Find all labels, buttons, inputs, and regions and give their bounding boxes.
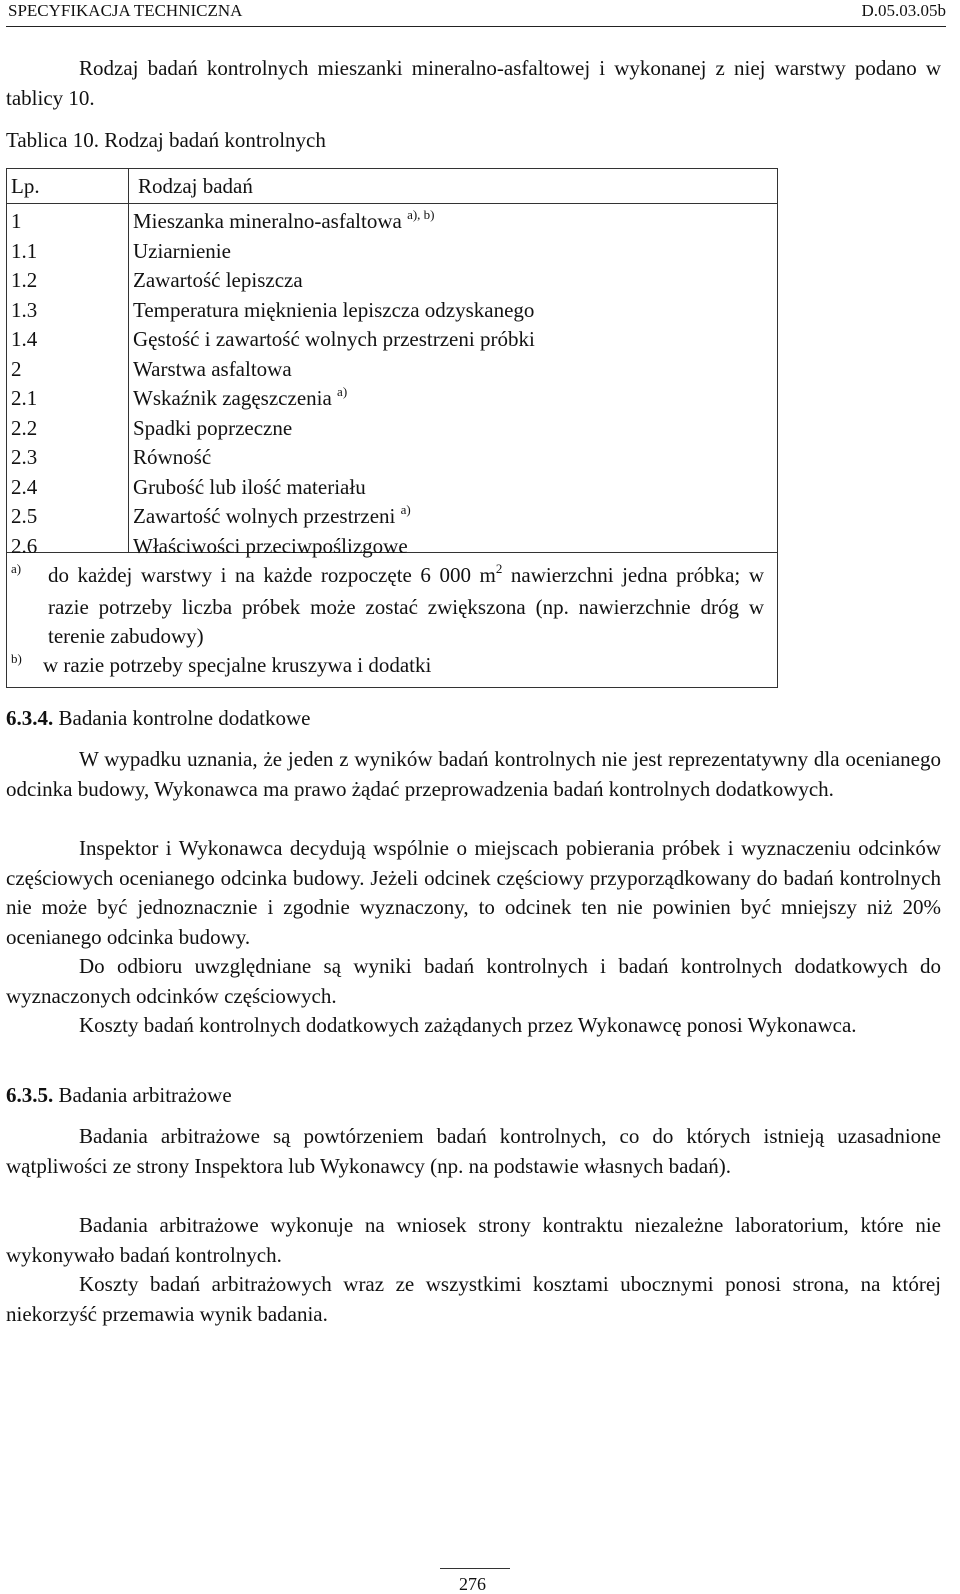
section-number: 6.3.5. bbox=[6, 1083, 54, 1107]
row-test-name: Mieszanka mineralno-asfaltowa $^{a), b)}$ bbox=[133, 207, 435, 233]
paragraph: Koszty badań kontrolnych dodatkowych zażądanych przez Wykonawcę ponosi Wykonawca. bbox=[79, 1013, 857, 1037]
row-test-name: Zawartość wolnych przestrzeni $^{a)}$ bbox=[133, 502, 411, 528]
row-number: 1.1 bbox=[11, 238, 38, 263]
row-number: 2.4 bbox=[11, 474, 38, 499]
row-number: 2.3 bbox=[11, 445, 38, 469]
row-number: 1.4 bbox=[11, 327, 38, 351]
column-header-test-type: Rodzaj badań bbox=[138, 174, 253, 198]
intro-paragraph: Rodzaj badań kontrolnych mieszanki mineralno-asfaltowej i wykonanej z niej warstwy podano w tablicy 10. bbox=[6, 56, 941, 110]
footnote-ref: a) bbox=[400, 502, 411, 517]
table-row bbox=[7, 237, 777, 267]
table-header-row bbox=[7, 172, 777, 202]
paragraph: Do odbioru uwzględniane są wyniki badań kontrolnych i badań kontrolnych dodatkowych do wyznaczonych odcinków częściowych. bbox=[6, 954, 941, 1008]
column-header-lp: Lp. bbox=[11, 174, 40, 198]
table-row bbox=[7, 414, 777, 444]
paragraph: W wypadku uznania, że jeden z wyników badań kontrolnych nie jest reprezentatywny dla ocenianego odcinka budowy, Wykonawca ma prawo żądać przeprowadzenia badań kontrolnych dodatkowych. bbox=[6, 747, 941, 801]
control-tests-table: Lp. Rodzaj badań 1 Mieszanka mineralno-asfaltowa $^{a), b)}$ 1.1 Uziarnienie 1.2 Zawartość lepiszcza 1.3 Temperatura mięknienia lepiszcza odzyskanego 1.4 Gęstość i zawartość wolnych przestrzeni próbki 2 Warstwa asfaltowa 2.1 Wskaźnik zagęszczenia $^{a)}$ 2.2 Spadki poprzeczne 2.3 Równość 2.4 Grubość lub ilość materiału 2.5 Zawartość wolnych przestrzeni $^{a)}$ 2.6 Właściwości przeciwpoślizgowe a) do każdej warstwy i na każde rozpoczęte 6 000 $m^2$ nawierzchni jedna próbka; w razie potrzeby liczba próbek może zostać zwiększona (np. nawierzchnie dróg w terenie zabudowy) b) w razie potrzeby specjalne kruszywa i dodatki bbox=[6, 168, 778, 688]
page-number: 276 bbox=[459, 1574, 486, 1594]
unit-exponent: 2 bbox=[495, 561, 503, 576]
section-number: 6.3.4. bbox=[6, 706, 54, 730]
paragraph: Inspektor i Wykonawca decydują wspólnie o miejscach pobierania próbek i wyznaczeniu odcinków częściowych ocenianego odcinka budowy. Jeżeli odcinek częściowy przyporządkowany do badań kontrolnych nie może być jednoznacznie i zgodnie wyznaczony, to odcinek ten nie powinien być mniejszy niż 20% ocenianego odcinka budowy. bbox=[6, 836, 941, 949]
header-title: SPECYFIKACJA TECHNICZNA bbox=[8, 1, 243, 20]
footnote-ref: a), b) bbox=[407, 207, 435, 222]
row-number: 2.5 bbox=[11, 504, 38, 528]
row-test-name: Równość bbox=[133, 445, 212, 469]
page-number-rule bbox=[440, 1568, 510, 1569]
row-test-name: Temperatura mięknienia lepiszcza odzyskanego bbox=[133, 297, 535, 322]
row-test-name: Warstwa asfaltowa bbox=[133, 356, 292, 381]
row-test-name: Spadki poprzeczne bbox=[133, 415, 293, 440]
footnote-ref: a) bbox=[337, 384, 348, 399]
section-heading-6-3-4 bbox=[6, 704, 310, 733]
row-number: 1 bbox=[11, 209, 22, 233]
table-row bbox=[7, 502, 777, 532]
section-heading-6-3-5 bbox=[6, 1081, 232, 1110]
paragraph: Badania arbitrażowe wykonuje na wniosek strony kontraktu niezależne laboratorium, które nie wykonywało badań kontrolnych. bbox=[6, 1213, 941, 1267]
row-test-name: Grubość lub ilość materiału bbox=[133, 474, 366, 499]
table-caption: Tablica 10. Rodzaj badań kontrolnych bbox=[6, 128, 326, 152]
row-number: 2.1 bbox=[11, 386, 38, 410]
table-row bbox=[7, 443, 777, 473]
paragraph: Koszty badań arbitrażowych wraz ze wszystkimi kosztami ubocznymi ponosi strona, na której niekorzyść przemawia wynik badania. bbox=[6, 1272, 941, 1326]
row-test-name: Uziarnienie bbox=[133, 238, 231, 263]
footnote-b-text: w razie potrzeby specjalne kruszywa i dodatki bbox=[43, 653, 432, 677]
table-row bbox=[7, 207, 777, 237]
table-row bbox=[7, 384, 777, 414]
table-row bbox=[7, 355, 777, 385]
row-test-name: Zawartość lepiszcza bbox=[133, 268, 303, 292]
row-number: 2 bbox=[11, 356, 22, 381]
table-row bbox=[7, 532, 777, 562]
table-header-divider bbox=[7, 203, 777, 204]
table-row bbox=[7, 266, 777, 296]
row-test-name: Gęstość i zawartość wolnych przestrzeni próbki bbox=[133, 327, 535, 351]
row-test-name: Wskaźnik zagęszczenia $^{a)}$ bbox=[133, 384, 348, 410]
paragraph: Badania arbitrażowe są powtórzeniem badań kontrolnych, co do których istnieją uzasadnione wątpliwości ze strony Inspektora lub Wykonawcy (np. na podstawie własnych badań). bbox=[6, 1124, 941, 1178]
row-number: 2.2 bbox=[11, 415, 38, 440]
section-title: Badania arbitrażowe bbox=[53, 1083, 232, 1107]
header-document-code: D.05.03.05b bbox=[861, 1, 946, 20]
table-row bbox=[7, 296, 777, 326]
row-test-name: Właściwości przeciwpoślizgowe bbox=[133, 533, 408, 558]
table-row bbox=[7, 473, 777, 503]
footnote-a-text: do każdej warstwy i na każde rozpoczęte 6 000 $m^2$ nawierzchni jedna próbka; w razie potrzeby liczba próbek może zostać zwiększona (np. nawierzchnie dróg w terenie zabudowy) bbox=[48, 561, 764, 648]
table-row bbox=[7, 325, 777, 355]
row-number: 1.2 bbox=[11, 268, 38, 292]
row-number: 2.6 bbox=[11, 533, 38, 558]
page-header bbox=[6, 0, 946, 27]
section-title: Badania kontrolne dodatkowe bbox=[53, 706, 311, 730]
row-number: 1.3 bbox=[11, 297, 38, 322]
